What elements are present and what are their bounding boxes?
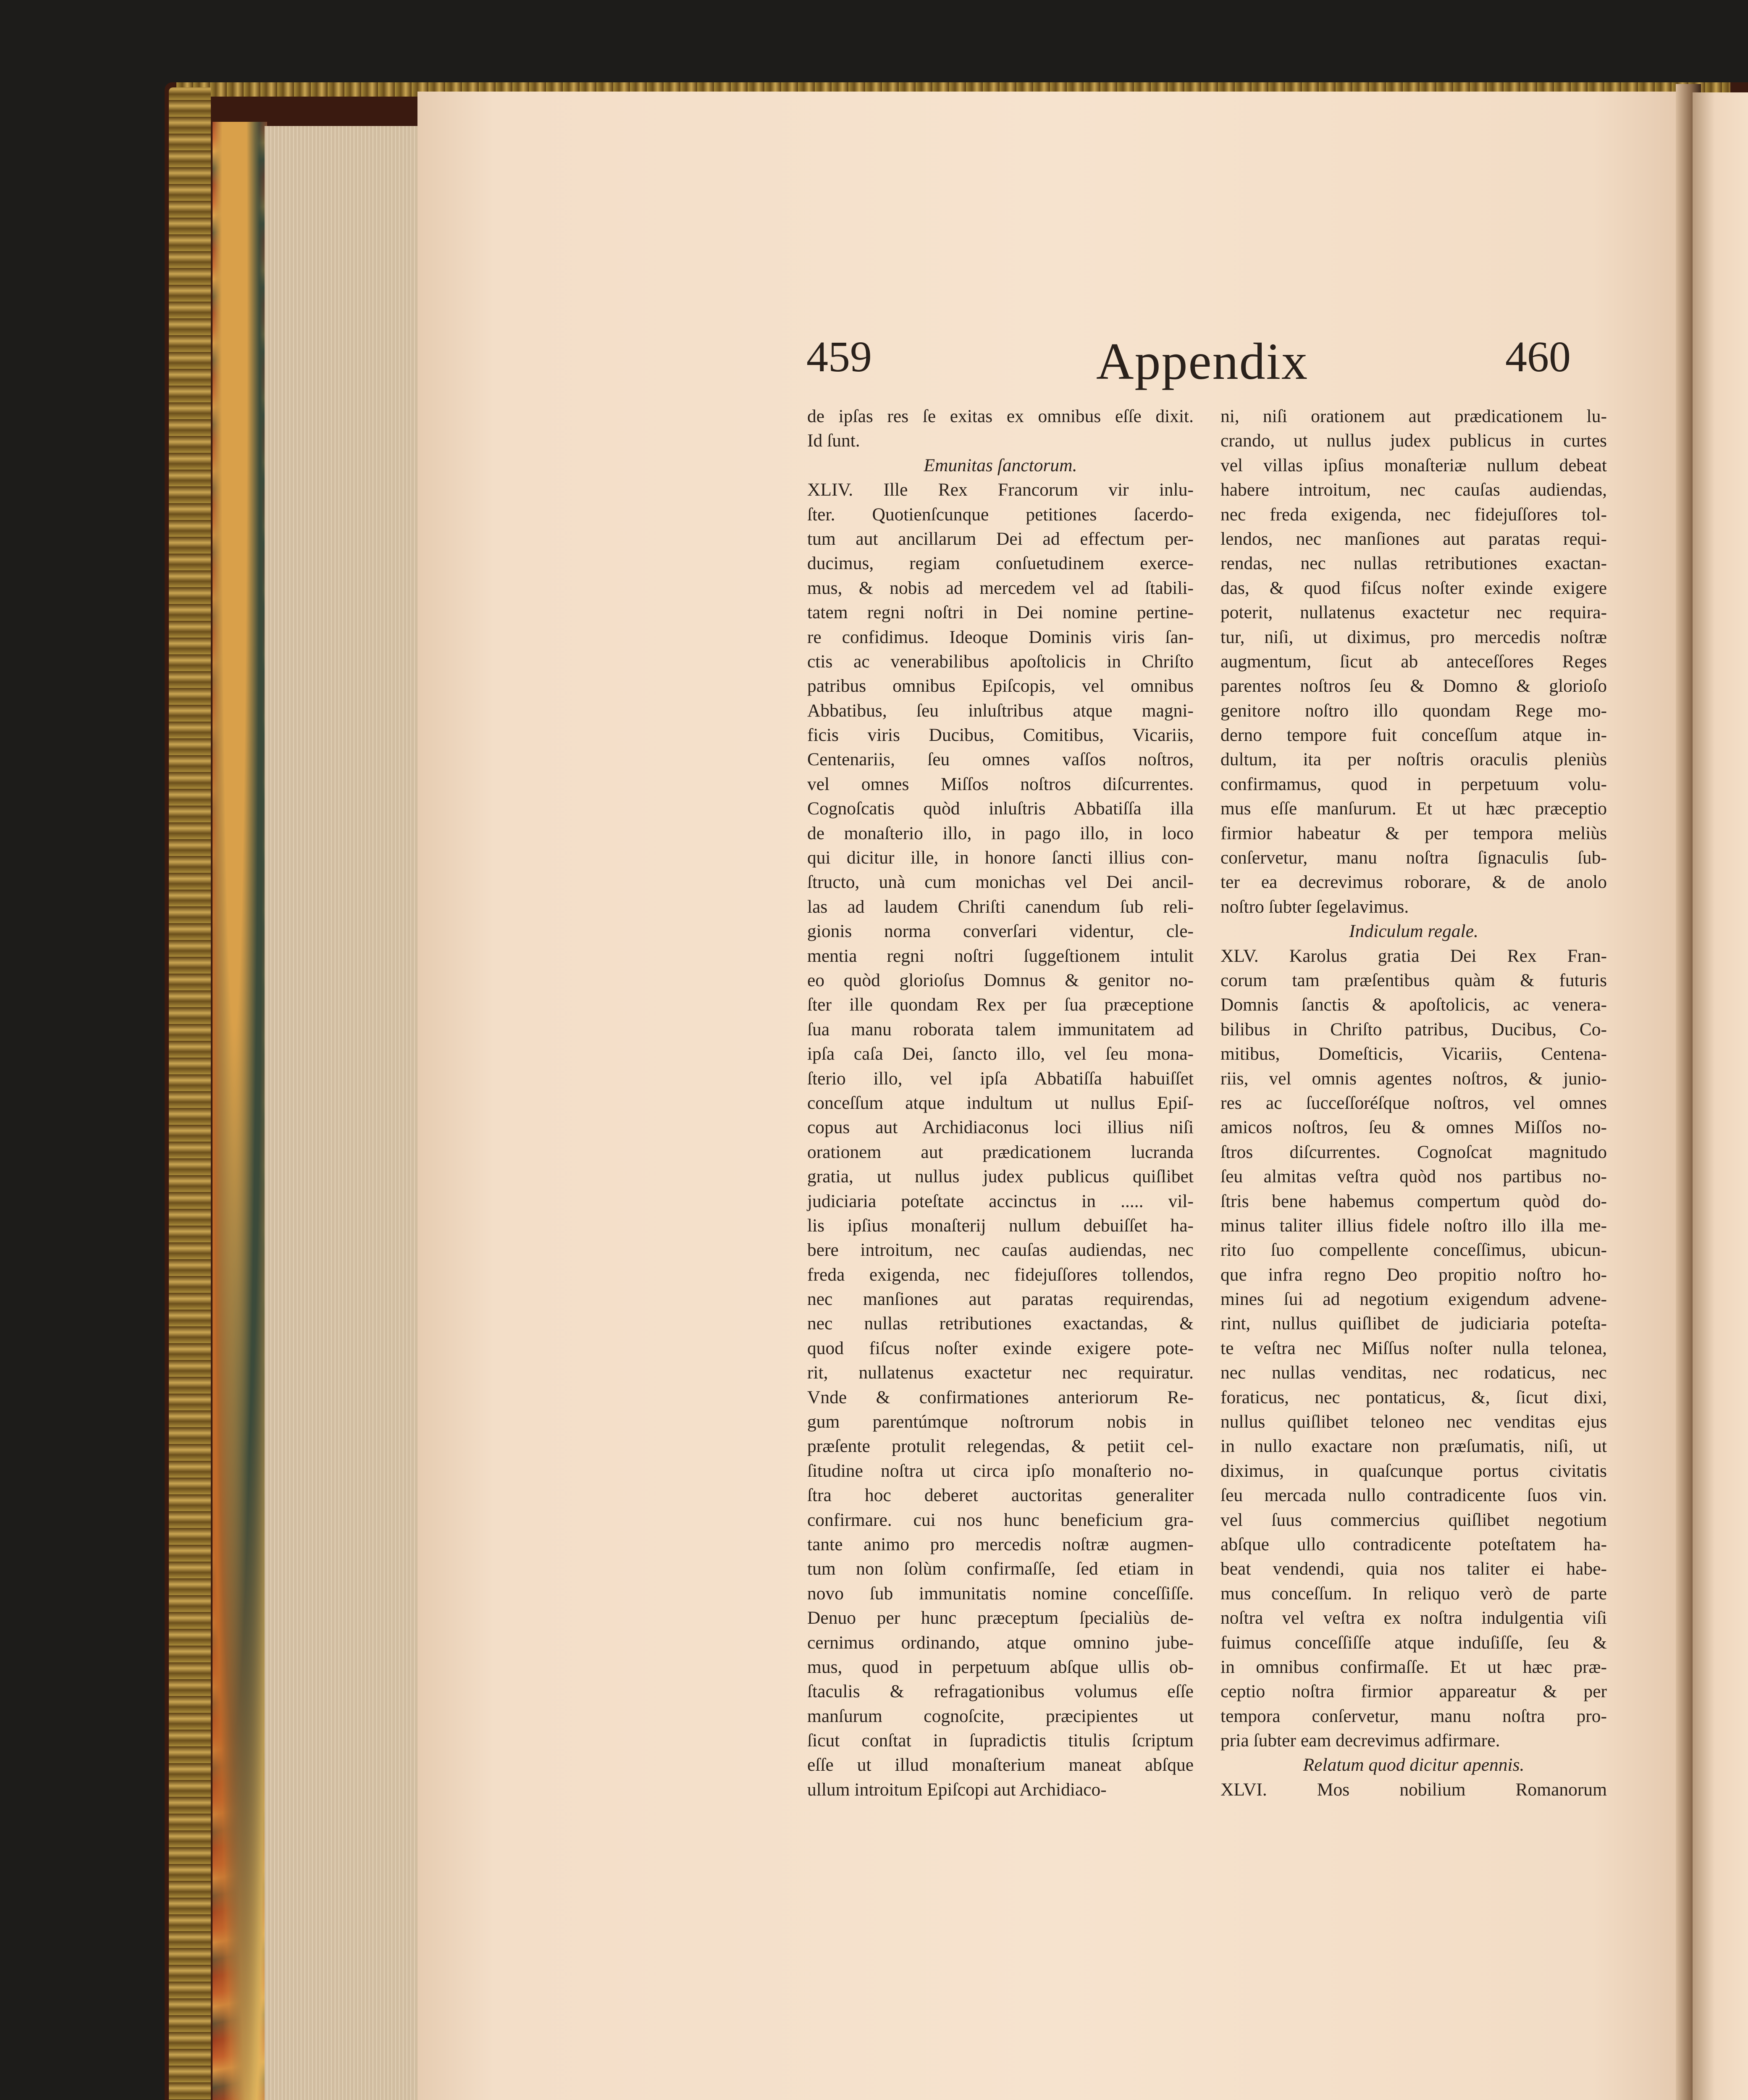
page-number-left: 459	[806, 333, 872, 381]
text-line: vel ſuus commercius quiſlibet negotium	[1220, 1509, 1607, 1530]
text-line: judiciaria poteſtate accinctus in ..... vil-	[807, 1191, 1194, 1211]
text-line: ſitudine noſtra ut circa ipſo monaſterio no-	[807, 1460, 1194, 1481]
text-line: Abbatibus, ſeu inluſtribus atque magni-	[807, 700, 1194, 721]
facing-page-edge	[1693, 92, 1748, 2100]
text-line: Centenariis, ſeu omnes vaſſos noſtros,	[807, 749, 1194, 770]
text-line: genitore noſtro illo quondam Rege mo-	[1220, 700, 1607, 721]
text-line: ſtros diſcurrentes. Cognoſcat magnitudo	[1220, 1142, 1607, 1162]
section-heading: Indiculum regale.	[1349, 921, 1478, 942]
text-line: poterit, nullatenus exactetur nec requira-	[1220, 602, 1607, 623]
text-line: nec nullas venditas, nec rodaticus, nec	[1220, 1362, 1607, 1383]
text-line: in nullo exactare non præſumatis, niſi, ut	[1220, 1436, 1607, 1457]
text-line: tum non ſolùm confirmaſſe, ſed etiam in	[807, 1559, 1194, 1579]
text-line: ſeu mercada nullo contradicente ſuos vin.	[1220, 1485, 1607, 1506]
text-line: ſeu almitas veſtra quòd nos partibus no-	[1220, 1166, 1607, 1187]
text-line: derno tempore fuit conceſſum atque in-	[1220, 725, 1607, 746]
text-line: patribus omnibus Epiſcopis, vel omnibus	[807, 676, 1194, 696]
text-line: qui dicitur ille, in honore ſancti illius con-	[807, 848, 1194, 868]
text-column-right	[1220, 404, 1607, 1802]
text-line: præſente protulit relegendas, & petiit cel-	[807, 1436, 1194, 1457]
text-line: quod fiſcus noſter exinde exigere pote-	[807, 1338, 1194, 1358]
text-line: novo ſub immunitatis nomine conceſſiſſe.	[807, 1583, 1194, 1604]
text-line: gionis norma converſari videntur, cle-	[807, 921, 1194, 942]
text-line: XLIV. Ille Rex Francorum vir inlu-	[807, 480, 1194, 500]
text-line: de monaſterio illo, in pago illo, in loco	[807, 823, 1194, 843]
text-line: confirmamus, quod in perpetuum volu-	[1220, 774, 1607, 794]
text-line: cernimus ordinando, atque omnino jube-	[807, 1632, 1194, 1653]
text-line: lis ipſius monaſterij nullum debuiſſet ha-	[807, 1215, 1194, 1236]
text-line: ficis viris Ducibus, Comitibus, Vicariis,	[807, 725, 1194, 746]
text-line: ſua manu roborata talem immunitatem ad	[807, 1019, 1194, 1040]
text-line: conceſſum atque indultum ut nullus Epiſ-	[807, 1092, 1194, 1113]
text-line: orationem aut prædicationem lucranda	[807, 1142, 1194, 1162]
text-line: abſque ullo contradicente poteſtatem ha-	[1220, 1534, 1607, 1554]
gilt-border-left	[169, 87, 211, 2100]
text-line: ſterio illo, vel ipſa Abbatiſſa habuiſſet	[807, 1068, 1194, 1089]
running-title: Appendix	[1096, 333, 1309, 390]
section-heading: Relatum quod dicitur apennis.	[1303, 1755, 1525, 1775]
text-line: firmior habeatur & per tempora meliùs	[1220, 823, 1607, 843]
text-line: copus aut Archidiaconus loci illius niſi	[807, 1117, 1194, 1138]
text-line: Vnde & confirmationes anteriorum Re-	[807, 1387, 1194, 1407]
text-line: corum tam præſentibus quàm & futuris	[1220, 970, 1607, 990]
text-column-left	[807, 404, 1194, 1802]
text-line: ullum introitum Epiſcopi aut Archidiaco-	[807, 1779, 1107, 1800]
text-line: mus, & nobis ad mercedem vel ad ſtabili-	[807, 578, 1194, 598]
text-line: que infra regno Deo propitio noſtro ho-	[1220, 1264, 1607, 1285]
text-line: dultum, ita per noſtris oraculis pleniùs	[1220, 749, 1607, 770]
text-line: eo quòd glorioſus Domnus & genitor no-	[807, 970, 1194, 990]
text-line: mus conceſſum. In reliquo verò de parte	[1220, 1583, 1607, 1604]
text-line: bere introitum, nec cauſas audiendas, nec	[807, 1240, 1194, 1260]
text-line: nullus quiſlibet teloneo nec venditas ejus	[1220, 1412, 1607, 1432]
text-line: beat vendendi, quia nos taliter ei habe-	[1220, 1559, 1607, 1579]
text-line: tum aut ancillarum Dei ad effectum per-	[807, 528, 1194, 549]
page-number-right: 460	[1505, 333, 1571, 381]
text-line: eſſe ut illud monaſterium maneat abſque	[807, 1755, 1194, 1775]
text-line: Domnis ſanctis & apoſtolicis, ac venera-	[1220, 995, 1607, 1015]
text-line: confirmare. cui nos hunc beneficium gra-	[807, 1509, 1194, 1530]
text-line: manſurum cognoſcite, præcipientes ut	[807, 1706, 1194, 1726]
text-line: XLV. Karolus gratia Dei Rex Fran-	[1220, 945, 1607, 966]
marbled-endpaper	[213, 122, 267, 2100]
text-line: riis, vel omnis agentes noſtros, & junio-	[1220, 1068, 1607, 1089]
text-line: ſtris bene habemus compertum quòd do-	[1220, 1191, 1607, 1211]
text-line: de ipſas res ſe exitas ex omnibus eſſe dixit.	[807, 406, 1194, 426]
text-line: foraticus, nec pontaticus, &, ſicut dixi,	[1220, 1387, 1607, 1407]
text-line: ni, niſi orationem aut prædicationem lu-	[1220, 406, 1607, 426]
text-line: ſter. Quotienſcunque petitiones ſacerdo-	[807, 504, 1194, 525]
text-line: nec freda exigenda, nec fidejuſſores tol-	[1220, 504, 1607, 525]
text-line: rito ſuo compellente conceſſimus, ubicun-	[1220, 1240, 1607, 1260]
text-line: crando, ut nullus judex publicus in curtes	[1220, 430, 1607, 451]
text-line: mines ſui ad negotium exigendum advene-	[1220, 1289, 1607, 1310]
text-line: fuimus conceſſiſſe atque induſiſſe, ſeu &	[1220, 1632, 1607, 1653]
text-line: tante animo pro mercedis noſtræ augmen-	[807, 1534, 1194, 1554]
text-line: tatem regni noſtri in Dei nomine pertine-	[807, 602, 1194, 623]
text-line: mitibus, Domeſticis, Vicariis, Centena-	[1220, 1044, 1607, 1064]
text-line: mus eſſe manſurum. Et ut hæc præceptio	[1220, 798, 1607, 819]
text-line: noſtra vel veſtra ex noſtra indulgentia viſi	[1220, 1608, 1607, 1628]
text-line: minus taliter illius fidele noſtro illo illa me-	[1220, 1215, 1607, 1236]
text-line: noſtro ſubter ſegelavimus.	[1220, 896, 1409, 917]
text-line: tur, niſi, ut diximus, pro mercedis noſtræ	[1220, 627, 1607, 647]
text-line: habere introitum, nec cauſas audiendas,	[1220, 480, 1607, 500]
text-line: ſtructo, unà cum monichas vel Dei ancil-	[807, 872, 1194, 892]
text-line: freda exigenda, nec fidejuſſores tollendos,	[807, 1264, 1194, 1285]
text-line: res ac ſucceſſoréſque noſtros, vel omnes	[1220, 1092, 1607, 1113]
text-line: te veſtra nec Miſſus noſter nulla telonea,	[1220, 1338, 1607, 1358]
text-line: ipſa caſa Dei, ſancto illo, vel ſeu mona-	[807, 1044, 1194, 1064]
text-line: das, & quod fiſcus noſter exinde exigere	[1220, 578, 1607, 598]
text-line: ter ea decrevimus roborare, & de anolo	[1220, 872, 1607, 892]
text-line: nec nullas retributiones exactandas, &	[807, 1313, 1194, 1334]
text-line: ducimus, regiam conſuetudinem exerce-	[807, 553, 1194, 574]
text-line: diximus, in quaſcunque portus civitatis	[1220, 1460, 1607, 1481]
text-line: augmentum, ſicut ab anteceſſores Reges	[1220, 651, 1607, 672]
text-line: amicos noſtros, ſeu & omnes Miſſos no-	[1220, 1117, 1607, 1138]
text-line: ſtra hoc deberet auctoritas generaliter	[807, 1485, 1194, 1506]
text-line: ctis ac venerabilibus apoſtolicis in Chriſto	[807, 651, 1194, 672]
text-line: vel villas ipſius monaſteriæ nullum debeat	[1220, 455, 1607, 475]
text-line: in omnibus confirmaſſe. Et ut hæc præ-	[1220, 1656, 1607, 1677]
text-line: las ad laudem Chriſti canendum ſub reli-	[807, 896, 1194, 917]
section-heading: Emunitas ſanctorum.	[924, 455, 1077, 475]
text-line: Cognoſcatis quòd inluſtris Abbatiſſa illa	[807, 798, 1194, 819]
text-line: ſtaculis & refragationibus volumus eſſe	[807, 1681, 1194, 1702]
page-edges	[265, 126, 417, 2100]
text-line: bilibus in Chriſto patribus, Ducibus, Co-	[1220, 1019, 1607, 1040]
text-line: gum parentúmque noſtrorum nobis in	[807, 1412, 1194, 1432]
text-line: Denuo per hunc præceptum ſpecialiùs de-	[807, 1608, 1194, 1628]
text-line: ſter ille quondam Rex per ſua præceptione	[807, 995, 1194, 1015]
text-line: nec manſiones aut paratas requirendas,	[807, 1289, 1194, 1310]
text-line: pria ſubter eam decrevimus adfirmare.	[1220, 1730, 1500, 1751]
text-line: vel omnes Miſſos noſtros diſcurrentes.	[807, 774, 1194, 794]
text-line: XLVI. Mos nobilium Romanorum	[1220, 1779, 1607, 1800]
text-line: rendas, nec nullas retributiones exactan-	[1220, 553, 1607, 574]
text-line: conſervetur, manu noſtra ſignaculis ſub-	[1220, 848, 1607, 868]
text-line: gratia, ut nullus judex publicus quiſlibet	[807, 1166, 1194, 1187]
text-line: lendos, nec manſiones aut paratas requi-	[1220, 528, 1607, 549]
text-line: tempora conſervetur, manu noſtra pro-	[1220, 1706, 1607, 1726]
text-line: rit, nullatenus exactetur nec requiratur.	[807, 1362, 1194, 1383]
text-line: mus, quod in perpetuum abſque ullis ob-	[807, 1656, 1194, 1677]
text-line: ſicut conſtat in ſupradictis titulis ſcriptum	[807, 1730, 1194, 1751]
text-line: rint, nullus quiſlibet de judiciaria poteſta-	[1220, 1313, 1607, 1334]
text-line: Id ſunt.	[807, 430, 860, 451]
text-line: ceptio noſtra firmior appareatur & per	[1220, 1681, 1607, 1702]
text-line: mentia regni noſtri ſuggeſtionem intulit	[807, 945, 1194, 966]
text-line: parentes noſtros ſeu & Domno & glorioſo	[1220, 676, 1607, 696]
text-line: re confidimus. Ideoque Dominis viris ſan-	[807, 627, 1194, 647]
